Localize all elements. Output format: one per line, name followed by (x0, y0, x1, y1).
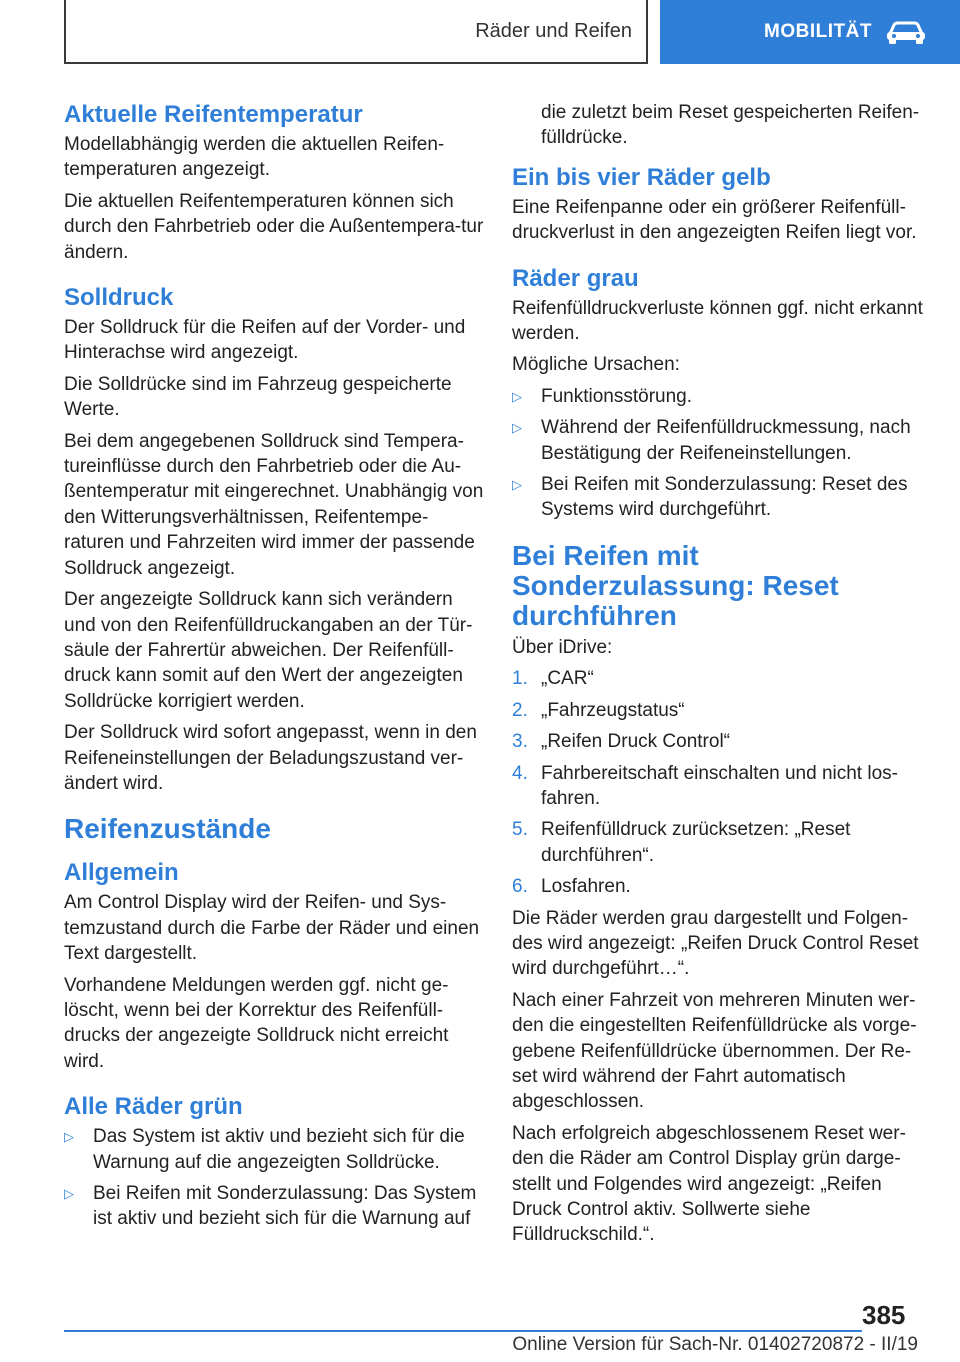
list-green-continued (512, 100, 932, 151)
list-item: ▷ Während der Reifenfülldruckmessung, nach Bestätigung der Reifeneinstellungen. (512, 417, 911, 464)
list-item: ▷ Funktionsstörung. (512, 384, 932, 409)
header-category-label: MOBILITÄT (764, 21, 872, 42)
left-column (64, 100, 484, 1238)
heading-reset: Bei Reifen mit Sonderzulassung: Reset durchführen (512, 539, 839, 631)
footer-divider (64, 1330, 862, 1332)
paragraph: Der Solldruck wird sofort angepasst, wenn in den Reifeneinstellungen der Beladungszustand ver-ändert wird. (64, 722, 477, 794)
step-item: 6. Losfahren. (512, 876, 631, 898)
list-item: ▷ Bei Reifen mit Sonderzulassung: Reset des Systems wird durchgeführt. (512, 474, 908, 521)
footer-version: Online Version für Sach-Nr. 01402720872 - II/19 (512, 1334, 918, 1355)
heading-current-tyre-temperature: Aktuelle Reifentemperatur (64, 101, 363, 128)
header-section-title: Räder und Reifen (475, 19, 632, 42)
triangle-bullet-icon: ▷ (512, 388, 522, 404)
paragraph: Der Solldruck für die Reifen auf der Vorder- und Hinterachse wird angezeigt. (64, 317, 466, 364)
step-item: 1. „CAR“ (512, 668, 594, 690)
heading-tyre-states: Reifenzustände (64, 813, 271, 845)
heading-wheels-grey: Räder grau (512, 264, 639, 292)
paragraph: Der angezeigte Solldruck kann sich verändern und von den Reifenfülldruckangaben an der Tür-säule der Fahrertür abweichen. Der Reifenfüll-druck kann somit auf den Wert der angezeigten Solldrücke korrigiert werden. (64, 589, 473, 712)
paragraph: Über iDrive: (512, 636, 613, 658)
page-number: 385 (862, 1300, 906, 1330)
list-item: ▷ Das System ist aktiv und bezieht sich für die Warnung auf die angezeigten Solldrücke. (64, 1126, 465, 1173)
triangle-bullet-icon: ▷ (512, 477, 522, 493)
right-column (512, 100, 932, 1254)
paragraph: Bei dem angegebenen Solldruck sind Tempera-tureinflüsse durch den Fahrbetrieb oder die Au-ßentemperatur mit eingerechnet. Unabhängig von den Witterungsverhältnissen, Reifentempe-raturen und Fahrzeiten wird immer der passende Solldruck angezeigt. (64, 430, 484, 579)
heading-wheels-yellow: Ein bis vier Räder gelb (512, 163, 771, 191)
step-item: 2. „Fahrzeugstatus“ (512, 699, 685, 721)
step-item: 4. Fahrbereitschaft einschalten und nicht los-fahren. (512, 762, 898, 809)
paragraph: Die Räder werden grau dargestellt und Folgen-des wird angezeigt: „Reifen Druck Control Reset wird durchgeführt…“. (512, 907, 919, 980)
step-item: 5. Reifenfülldruck zurücksetzen: „Reset durchführen“. (512, 819, 851, 866)
triangle-bullet-icon: ▷ (64, 1186, 74, 1201)
heading-all-wheels-green: Alle Räder grün (64, 1093, 243, 1121)
paragraph: Die Solldrücke sind im Fahrzeug gespeicherte Werte. (64, 373, 452, 421)
triangle-bullet-icon: ▷ (64, 1129, 74, 1145)
list-item-continued: die zuletzt beim Reset gespeicherten Reifen-fülldrücke. (541, 102, 920, 149)
paragraph: Modellabhängig werden die aktuellen Reifen-temperaturen angezeigt. (64, 134, 445, 181)
paragraph: Die aktuellen Reifentemperaturen können sich durch den Fahrbetrieb oder die Außentempera-tur ändern. (64, 190, 484, 263)
steps-list (512, 666, 932, 899)
list-green (64, 1124, 484, 1232)
heading-target-pressure: Solldruck (64, 284, 174, 312)
header-category-tab (660, 0, 960, 64)
paragraph: Mögliche Ursachen: (512, 354, 680, 376)
heading-general: Allgemein (64, 859, 179, 887)
car-icon (884, 20, 928, 44)
paragraph: Eine Reifenpanne oder ein größerer Reifenfüll-druckverlust in den angezeigten Reifen liegt vor. (512, 196, 917, 244)
step-item: 3. „Reifen Druck Control“ (512, 731, 730, 753)
triangle-bullet-icon: ▷ (512, 420, 522, 436)
list-grey (512, 384, 932, 523)
list-item: ▷ Bei Reifen mit Sonderzulassung: Das System ist aktiv und bezieht sich für die Warnung auf (64, 1183, 477, 1230)
paragraph: Am Control Display wird der Reifen- und Sys-temzustand durch die Farbe der Räder und einen Text dargestellt. (64, 892, 480, 965)
paragraph: Nach erfolgreich abgeschlossenem Reset wer-den die Räder am Control Display grün darge-stellt und Folgendes wird angezeigt: „Reifen Druck Control aktiv. Sollwerte siehe Fülldruckschild.“. (512, 1122, 906, 1246)
paragraph: Nach einer Fahrzeit von mehreren Minuten wer-den die eingestellten Reifenfülldrücke als vorge-gebene Reifenfülldrücke übernommen. Der Re-set wird während der Fahrt automatisch abgeschlossen. (512, 989, 917, 1113)
paragraph: Reifenfülldruckverluste können ggf. nicht erkannt werden. (512, 297, 923, 345)
header-section-box (64, 0, 648, 64)
paragraph: Vorhandene Meldungen werden ggf. nicht ge-löscht, wenn bei der Korrektur des Reifenfüll-drucks der angezeigte Solldruck nicht erreicht wird. (64, 974, 449, 1072)
